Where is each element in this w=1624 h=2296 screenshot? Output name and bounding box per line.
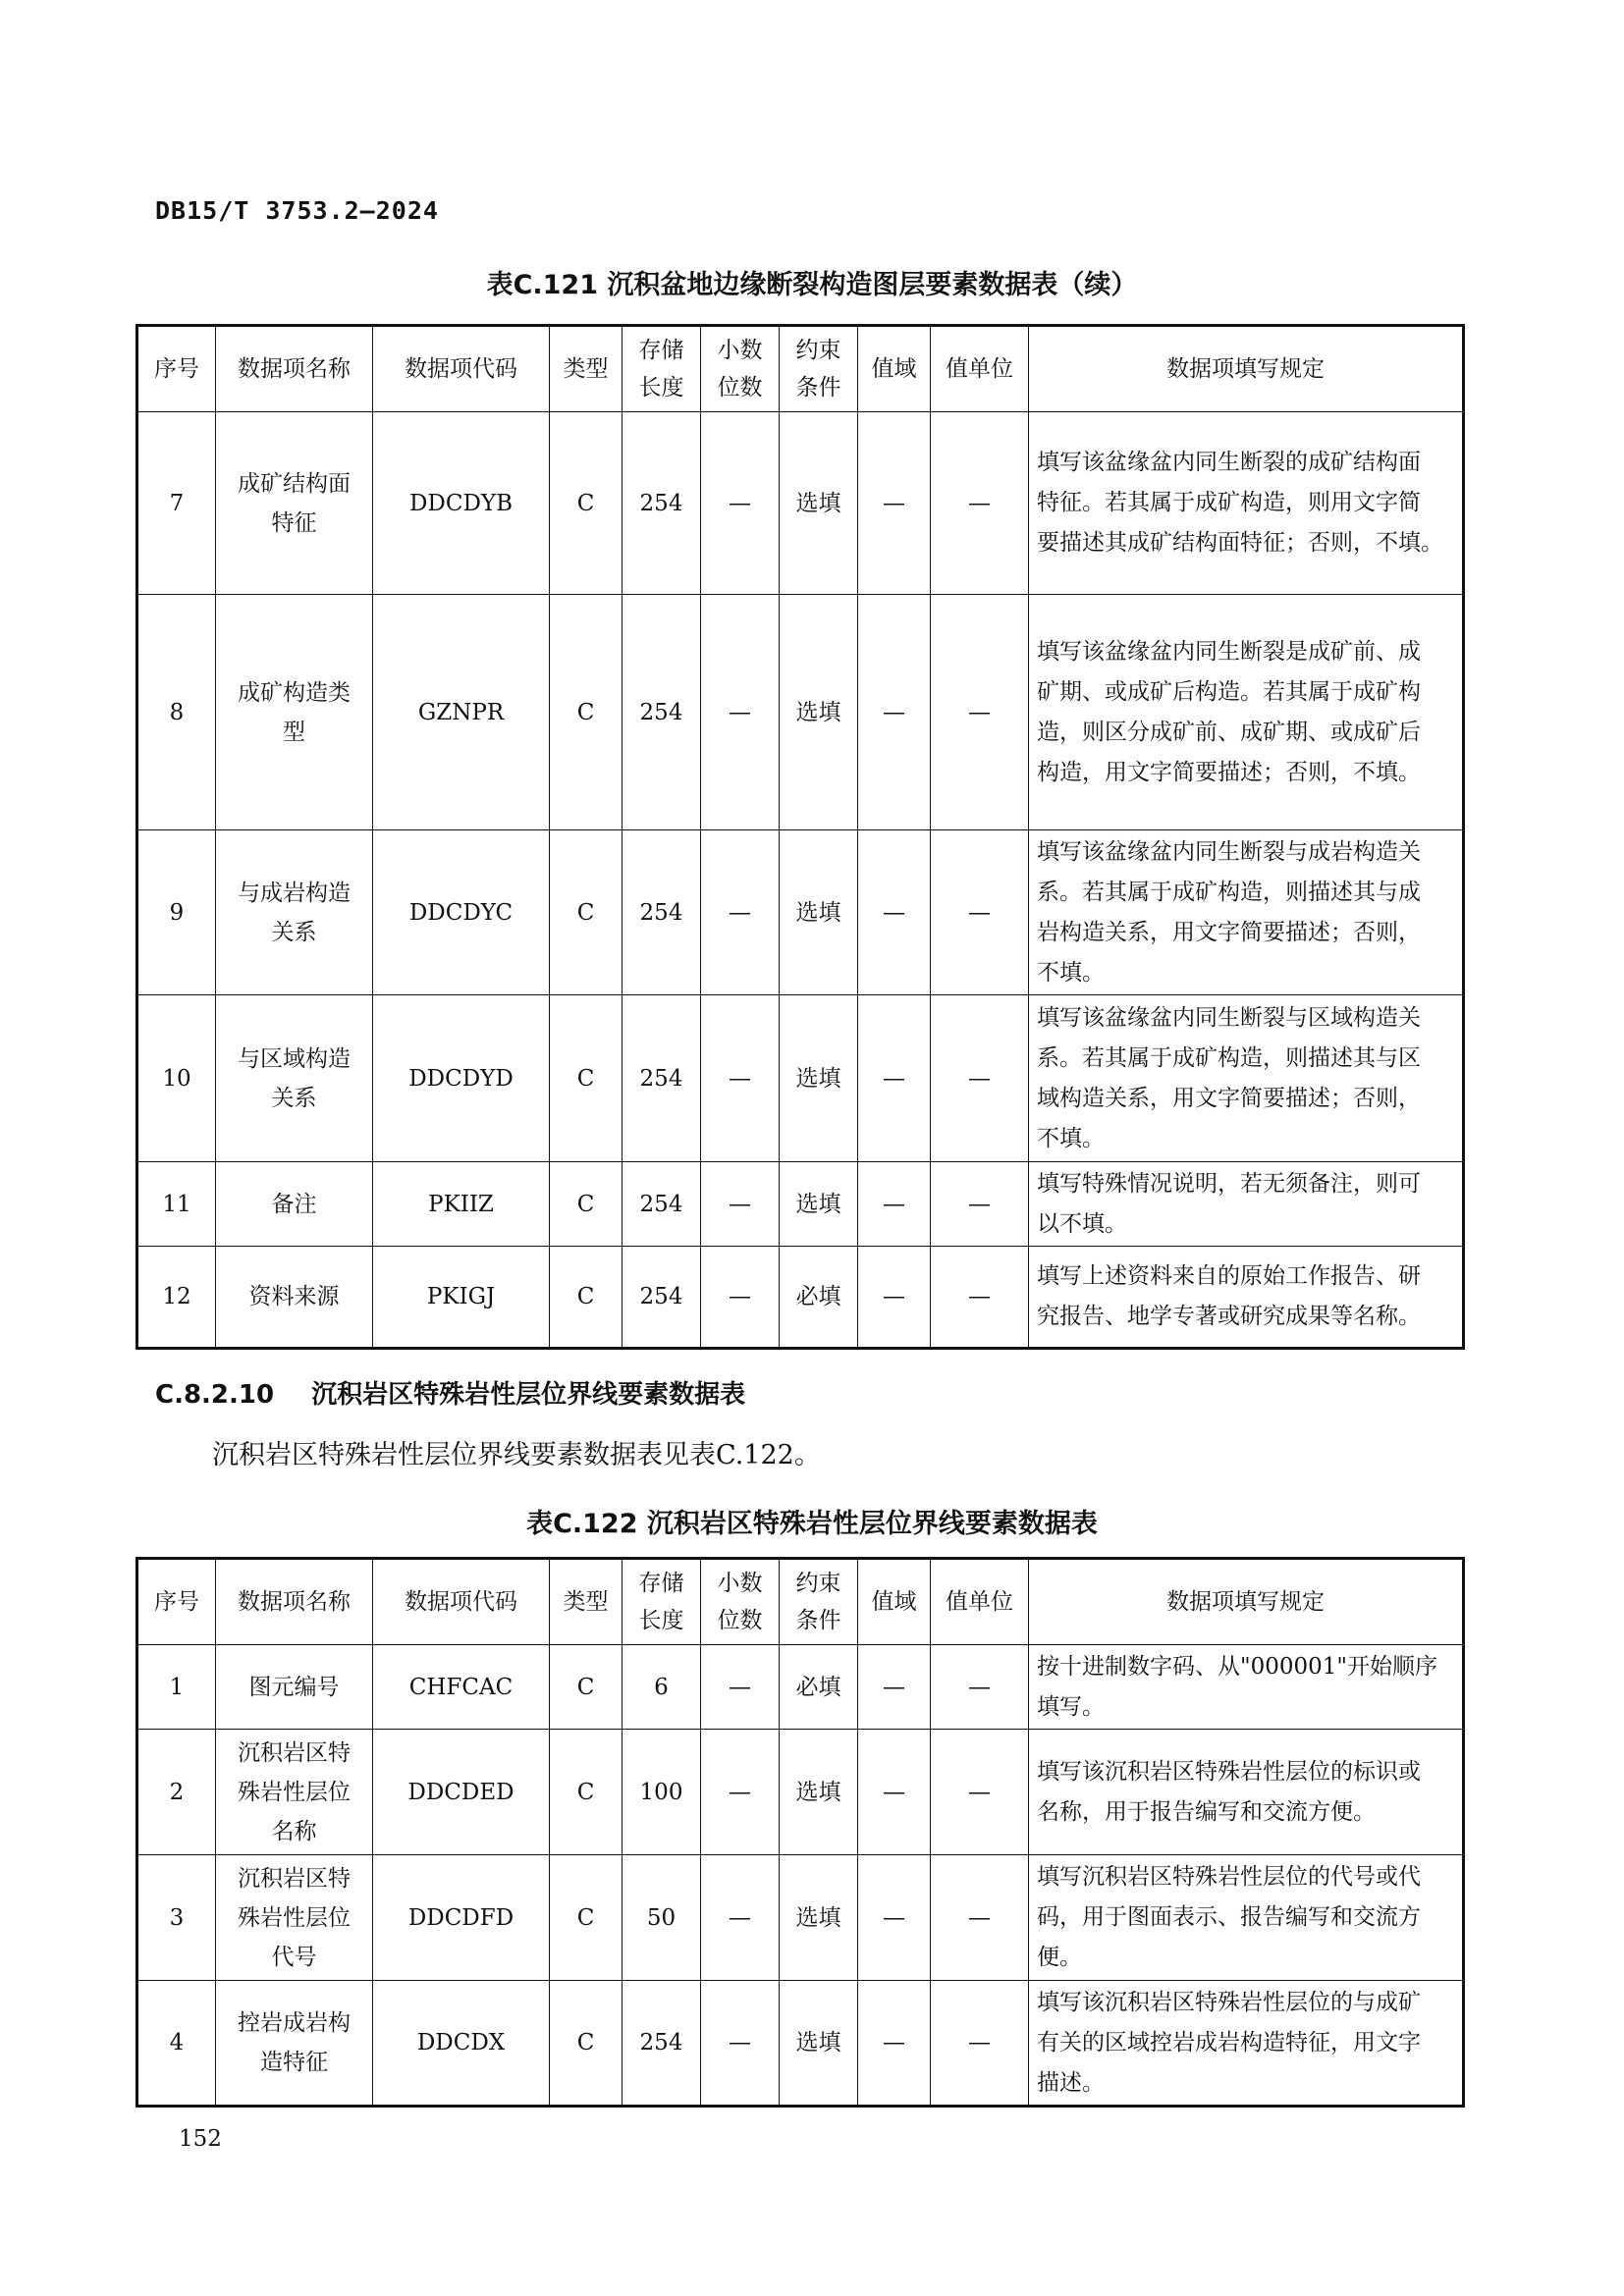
column-header-line: 位数 (717, 1608, 763, 1633)
cell-rule (1029, 412, 1464, 595)
cell-rule-line: 填写特殊情况说明，若无须备注，则可 (1037, 1170, 1421, 1197)
data-table-c121 (135, 324, 1465, 1350)
cell-name (216, 830, 373, 995)
cell-length: 254 (623, 830, 701, 995)
cell-rule-line: 填写上述资料来自的原始工作报告、研 (1037, 1263, 1421, 1289)
cell-rule-line: 系。若其属于成矿构造，则描述其与成 (1037, 879, 1421, 905)
column-header-line: 序号 (154, 1589, 199, 1615)
cell-decimals: — (701, 595, 780, 830)
cell-length: 254 (623, 1162, 701, 1247)
cell-domain: — (858, 995, 931, 1162)
table-row (137, 1730, 1464, 1855)
cell-no: 2 (137, 1730, 216, 1855)
cell-length: 254 (623, 595, 701, 830)
cell-constraint: 选填 (780, 1981, 858, 2107)
cell-rule-line: 造，则区分成矿前、成矿期、或成矿后 (1037, 719, 1421, 745)
column-header-line: 存储 (638, 1571, 684, 1596)
column-header-line: 数据项代码 (405, 1589, 517, 1615)
cell-name (216, 1645, 373, 1730)
column-header (216, 326, 373, 412)
column-header (858, 1559, 931, 1645)
cell-code: DDCDED (373, 1730, 550, 1855)
cell-name (216, 412, 373, 595)
cell-unit: — (931, 1981, 1029, 2107)
cell-domain: — (858, 1730, 931, 1855)
cell-type: C (550, 995, 623, 1162)
cell-type: C (550, 412, 623, 595)
cell-unit: — (931, 1162, 1029, 1247)
column-header-line: 数据项填写规定 (1166, 1589, 1325, 1615)
cell-name (216, 1730, 373, 1855)
cell-code: DDCDYD (373, 995, 550, 1162)
column-header-line: 数据项代码 (405, 356, 517, 382)
cell-decimals: — (701, 1247, 780, 1349)
cell-decimals: — (701, 995, 780, 1162)
cell-domain: — (858, 595, 931, 830)
cell-length: 254 (623, 412, 701, 595)
cell-type: C (550, 595, 623, 830)
cell-domain: — (858, 830, 931, 995)
cell-name-line: 资料来源 (248, 1284, 340, 1309)
cell-code: PKIIZ (373, 1162, 550, 1247)
section-heading (155, 1374, 745, 1411)
cell-rule-line: 矿期、或成矿后构造。若其属于成矿构 (1037, 678, 1421, 705)
cell-rule (1029, 1645, 1464, 1730)
cell-rule-line: 不填。 (1037, 959, 1105, 986)
data-table-c122 (135, 1557, 1465, 2108)
cell-no: 10 (137, 995, 216, 1162)
page-number: 152 (179, 2126, 222, 2152)
cell-length: 254 (623, 1981, 701, 2107)
cell-decimals: — (701, 1645, 780, 1730)
column-header (780, 1559, 858, 1645)
cell-rule-line: 描述。 (1037, 2069, 1105, 2096)
column-header-line: 条件 (795, 375, 841, 400)
cell-name (216, 595, 373, 830)
cell-constraint: 选填 (780, 595, 858, 830)
cell-code: DDCDX (373, 1981, 550, 2107)
column-header (137, 1559, 216, 1645)
column-header-line: 序号 (154, 356, 199, 382)
cell-length: 6 (623, 1645, 701, 1730)
cell-rule-line: 填写该沉积岩区特殊岩性层位的标识或 (1037, 1758, 1421, 1785)
cell-name (216, 995, 373, 1162)
cell-rule-line: 便。 (1037, 1945, 1082, 1970)
cell-name-line: 殊岩性层位 (238, 1904, 351, 1931)
cell-name-line: 成矿构造类 (238, 679, 351, 706)
cell-rule-line: 特征。若其属于成矿构造，则用文字简 (1037, 490, 1421, 515)
cell-name-line: 与区域构造 (238, 1045, 351, 1072)
cell-name (216, 1247, 373, 1349)
cell-domain: — (858, 1162, 931, 1247)
cell-rule-line: 填写该盆缘盆内同生断裂的成矿结构面 (1037, 450, 1421, 475)
column-header-line: 条件 (795, 1608, 841, 1633)
cell-code: DDCDFD (373, 1855, 550, 1981)
cell-constraint: 选填 (780, 1730, 858, 1855)
cell-rule-line: 名称，用于报告编写和交流方便。 (1037, 1798, 1376, 1825)
cell-type: C (550, 1855, 623, 1981)
column-header-line: 长度 (638, 1608, 684, 1633)
cell-length: 254 (623, 995, 701, 1162)
cell-constraint: 必填 (780, 1645, 858, 1730)
cell-domain: — (858, 1645, 931, 1730)
cell-constraint: 选填 (780, 995, 858, 1162)
cell-type: C (550, 1162, 623, 1247)
cell-rule-line: 填写该盆缘盆内同生断裂是成矿前、成 (1037, 638, 1421, 665)
cell-code: DDCDYB (373, 412, 550, 595)
cell-name-line: 图元编号 (248, 1674, 340, 1700)
cell-unit: — (931, 1247, 1029, 1349)
cell-length: 254 (623, 1247, 701, 1349)
cell-decimals: — (701, 830, 780, 995)
cell-rule-line: 域构造关系，用文字简要描述；否则， (1037, 1085, 1421, 1111)
cell-rule (1029, 595, 1464, 830)
cell-code: PKIGJ (373, 1247, 550, 1349)
cell-rule-line: 以不填。 (1037, 1210, 1127, 1237)
cell-constraint: 选填 (780, 1855, 858, 1981)
column-header (1029, 326, 1464, 412)
cell-rule-line: 究报告、地学专著或研究成果等名称。 (1037, 1304, 1421, 1329)
cell-rule-line: 要描述其成矿结构面特征；否则，不填。 (1037, 530, 1443, 556)
cell-rule (1029, 1981, 1464, 2107)
cell-name-line: 特征 (271, 509, 317, 536)
table-header-row (137, 326, 1464, 412)
cell-rule-line: 码，用于图面表示、报告编写和交流方 (1037, 1904, 1421, 1930)
table-header-row (137, 1559, 1464, 1645)
cell-unit: — (931, 1645, 1029, 1730)
column-header (701, 326, 780, 412)
column-header-line: 存储 (638, 338, 684, 363)
cell-unit: — (931, 595, 1029, 830)
cell-code: CHFCAC (373, 1645, 550, 1730)
cell-name-line: 关系 (271, 919, 317, 945)
column-header-line: 类型 (563, 356, 609, 382)
table-row (137, 1247, 1464, 1349)
column-header (858, 326, 931, 412)
column-header-line: 数据项名称 (238, 356, 351, 382)
column-header (931, 1559, 1029, 1645)
column-header (373, 1559, 550, 1645)
column-header-line: 值单位 (946, 1589, 1013, 1615)
cell-name (216, 1162, 373, 1247)
cell-rule-line: 填写该盆缘盆内同生断裂与区域构造关 (1037, 1004, 1421, 1031)
cell-constraint: 选填 (780, 1162, 858, 1247)
cell-type: C (550, 1981, 623, 2107)
cell-rule-line: 填写。 (1037, 1693, 1105, 1720)
cell-no: 4 (137, 1981, 216, 2107)
cell-rule (1029, 1247, 1464, 1349)
column-header-line: 约束 (795, 338, 841, 363)
cell-no: 8 (137, 595, 216, 830)
column-header-line: 小数 (717, 338, 763, 363)
cell-unit: — (931, 830, 1029, 995)
column-header (623, 1559, 701, 1645)
cell-rule-line: 系。若其属于成矿构造，则描述其与区 (1037, 1044, 1421, 1071)
cell-domain: — (858, 1855, 931, 1981)
cell-code: GZNPR (373, 595, 550, 830)
cell-name-line: 造特征 (260, 2050, 328, 2075)
column-header (701, 1559, 780, 1645)
cell-name-line: 型 (283, 719, 305, 745)
cell-name-line: 成矿结构面 (238, 470, 351, 497)
cell-rule (1029, 995, 1464, 1162)
column-header-line: 长度 (638, 375, 684, 400)
cell-name-line: 名称 (271, 1818, 317, 1844)
cell-name-line: 备注 (271, 1191, 317, 1217)
column-header (550, 1559, 623, 1645)
table-row (137, 1162, 1464, 1247)
column-header-line: 值域 (871, 356, 917, 382)
section-title: 沉积岩区特殊岩性层位界线要素数据表 (311, 1380, 746, 1410)
table-row (137, 1981, 1464, 2107)
cell-domain: — (858, 1247, 931, 1349)
column-header (216, 1559, 373, 1645)
cell-type: C (550, 1730, 623, 1855)
table-row (137, 595, 1464, 830)
cell-decimals: — (701, 1162, 780, 1247)
cell-constraint: 选填 (780, 412, 858, 595)
cell-name-line: 控岩成岩构 (238, 2010, 351, 2036)
column-header-line: 数据项填写规定 (1166, 356, 1325, 382)
cell-rule-line: 有关的区域控岩成岩构造特征，用文字 (1037, 2029, 1421, 2056)
table-row (137, 1645, 1464, 1730)
cell-name-line: 代号 (271, 1944, 317, 1970)
cell-code: DDCDYC (373, 830, 550, 995)
cell-name-line: 沉积岩区特 (238, 1739, 351, 1766)
cell-type: C (550, 830, 623, 995)
cell-length: 100 (623, 1730, 701, 1855)
column-header-line: 位数 (717, 375, 763, 400)
cell-rule (1029, 1162, 1464, 1247)
cell-decimals: — (701, 1855, 780, 1981)
cell-name-line: 关系 (271, 1085, 317, 1111)
cell-no: 12 (137, 1247, 216, 1349)
cell-rule-line: 填写沉积岩区特殊岩性层位的代号或代 (1037, 1864, 1421, 1890)
cell-rule-line: 按十进制数字码、从"000001"开始顺序 (1037, 1653, 1437, 1680)
cell-no: 11 (137, 1162, 216, 1247)
cell-name-line: 与成岩构造 (238, 880, 351, 906)
cell-no: 3 (137, 1855, 216, 1981)
column-header-line: 值域 (871, 1589, 917, 1615)
cell-domain: — (858, 412, 931, 595)
column-header-line: 约束 (795, 1571, 841, 1596)
column-header-line: 数据项名称 (238, 1589, 351, 1615)
table-row (137, 830, 1464, 995)
column-header (780, 326, 858, 412)
cell-decimals: — (701, 412, 780, 595)
cell-rule (1029, 1730, 1464, 1855)
column-header-line: 小数 (717, 1571, 763, 1596)
cell-domain: — (858, 1981, 931, 2107)
cell-no: 7 (137, 412, 216, 595)
column-header (1029, 1559, 1464, 1645)
cell-name-line: 殊岩性层位 (238, 1779, 351, 1805)
cell-no: 1 (137, 1645, 216, 1730)
cell-rule-line: 填写该盆缘盆内同生断裂与成岩构造关 (1037, 838, 1421, 865)
table-caption-c121: 表C.121 沉积盆地边缘断裂构造图层要素数据表（续） (486, 270, 1138, 300)
body-paragraph: 沉积岩区特殊岩性层位界线要素数据表见表C.122。 (212, 1440, 821, 1470)
cell-constraint: 必填 (780, 1247, 858, 1349)
cell-rule-line: 填写该沉积岩区特殊岩性层位的与成矿 (1037, 1989, 1421, 2015)
cell-name-line: 沉积岩区特 (238, 1865, 351, 1892)
column-header-line: 值单位 (946, 356, 1013, 382)
cell-rule (1029, 1855, 1464, 1981)
cell-rule-line: 不填。 (1037, 1125, 1105, 1151)
table-caption-c122: 表C.122 沉积岩区特殊岩性层位界线要素数据表 (526, 1509, 1098, 1539)
cell-length: 50 (623, 1855, 701, 1981)
cell-rule-line: 构造，用文字简要描述；否则，不填。 (1037, 759, 1421, 785)
cell-type: C (550, 1247, 623, 1349)
cell-no: 9 (137, 830, 216, 995)
cell-type: C (550, 1645, 623, 1730)
cell-constraint: 选填 (780, 830, 858, 995)
cell-unit: — (931, 1855, 1029, 1981)
cell-name (216, 1981, 373, 2107)
table-row (137, 412, 1464, 595)
table-row (137, 1855, 1464, 1981)
section-number: C.8.2.10 (155, 1380, 275, 1410)
table-row (137, 995, 1464, 1162)
column-header (623, 326, 701, 412)
cell-rule (1029, 830, 1464, 995)
document-code: DB15/T 3753.2—2024 (155, 196, 439, 225)
column-header (137, 326, 216, 412)
column-header (373, 326, 550, 412)
column-header (550, 326, 623, 412)
cell-unit: — (931, 995, 1029, 1162)
cell-decimals: — (701, 1981, 780, 2107)
cell-rule-line: 岩构造关系，用文字简要描述；否则， (1037, 919, 1421, 945)
cell-unit: — (931, 1730, 1029, 1855)
cell-decimals: — (701, 1730, 780, 1855)
cell-unit: — (931, 412, 1029, 595)
cell-name (216, 1855, 373, 1981)
column-header (931, 326, 1029, 412)
column-header-line: 类型 (563, 1589, 609, 1615)
